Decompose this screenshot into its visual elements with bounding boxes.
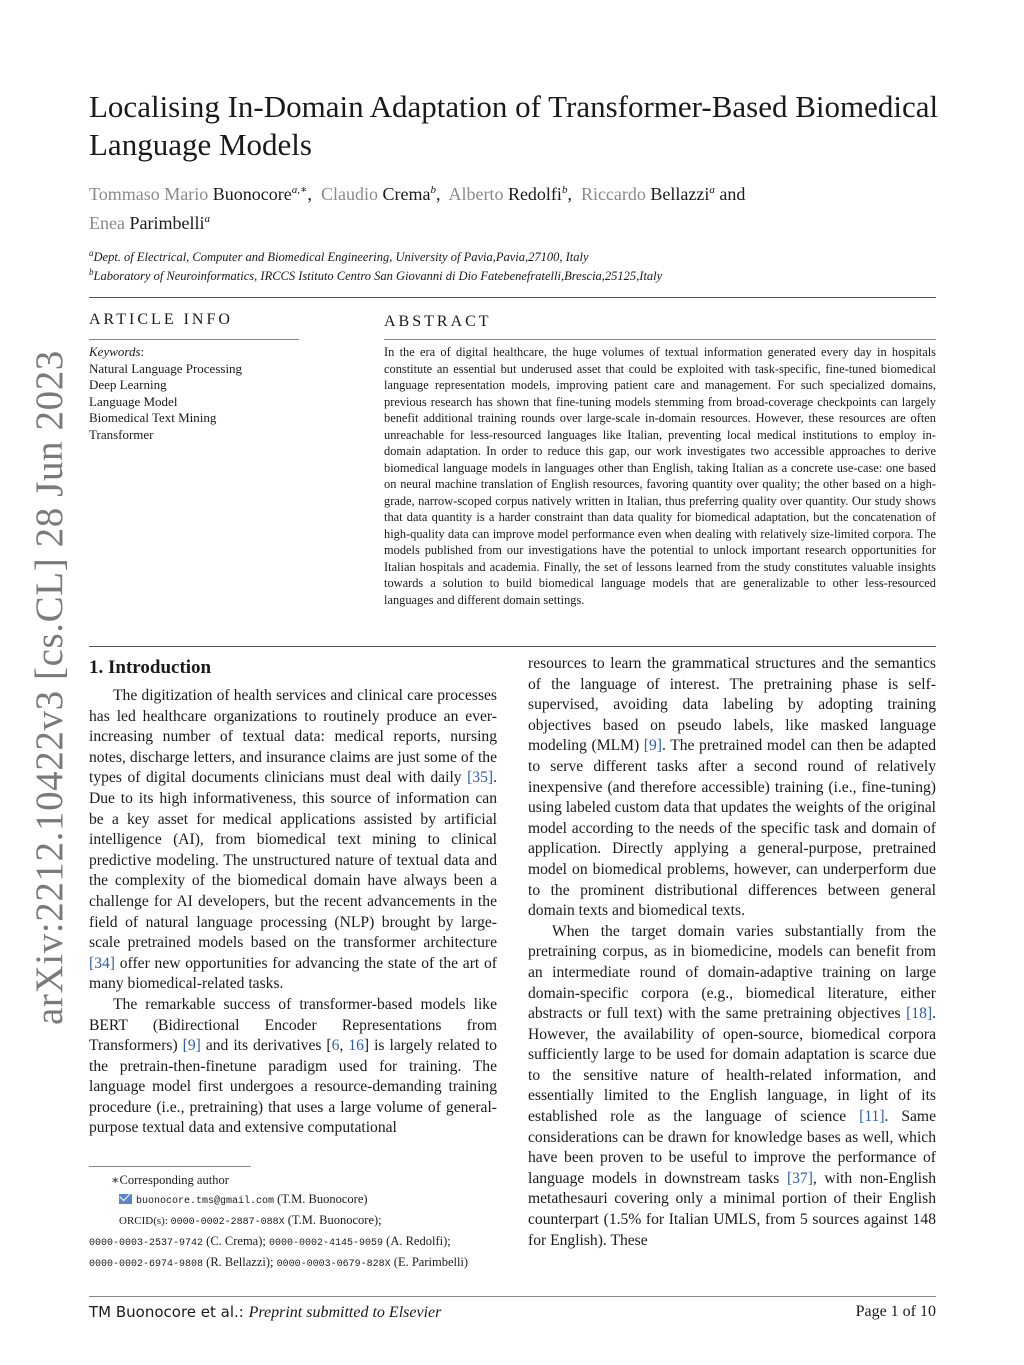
paragraph: resources to learn the grammatical structures and the semantics of the language of interest. The pretraining phase is self-supervised, avoiding data labeling by adopting training objectives based on pseudo labels, like masked language modeling (MLM) [9]. The pretrained model can then be adapted to serve different tasks after a second round of relatively inexpensive (and therefore accessible) training (i.e., fine-tuning) using labeled custom data that updates the weights of the original model according to the needs of the specific task and domain of application. Directly applying a general-purpose, pretrained model on biomedical problems, however, can underperform due to the prominent distributional differences between general domain texts and biomedical texts. (528, 655, 936, 920)
email-icon (119, 1194, 132, 1204)
header-rule (89, 297, 936, 298)
affiliation-a: $^a$Dept. of Electrical, Computer and Biomedical Engineering, University of Pavia,Pavia,27100, Italy (89, 248, 589, 265)
title-line-1: Localising In-Domain Adaptation of Transformer-Based Biomedical (89, 89, 939, 124)
footer-left: TM Buonocore et al.: Preprint submitted to Elsevier (89, 1303, 442, 1321)
email-link[interactable]: buonocore.tms@gmail.com (136, 1196, 275, 1207)
title-line-2: Language Models (89, 127, 312, 162)
author-5: Enea Parimbelli$^a$ (89, 213, 210, 233)
paragraph: The remarkable success of transformer-based models like BERT (Bidirectional Encoder Representations from Transformers) [9] and its derivatives [6, 16] is largely related to the pretrain-then-finetune paradigm used for training. The language model first undergoes a resource-demanding training procedure (i.e., pretraining) that uses a large volume of general-purpose textual data and extensive computational (89, 995, 498, 1137)
keyword-item: Deep Learning (89, 377, 167, 392)
paragraph: The digitization of health services and clinical care processes has led healthcare organizations to routinely produce an ever-increasing number of textual data: medical reports, nursing notes, discharge letters, and insurance claims are just some of the types of digital documents clinicians must deal with daily [35]. Due to its high informativeness, this source of information can be a key asset for medical applications assisted by artificial intelligence (AI), from biomedical text mining to clinical predictive modeling. The unstructured nature of textual data and the complexity of the biomedical domain have always been a challenge for AI developers, but the recent advancements in the field of natural language processing (NLP) brought by large-scale pretrained models based on the transformer architecture [34] offer new opportunities for advancing the state of the art of many biomedical-related tasks. (89, 687, 497, 993)
corresponding-author-note: ∗Corresponding author (111, 1173, 229, 1187)
citation-link[interactable]: [35] (467, 769, 494, 787)
keyword-item: Transformer (89, 426, 154, 442)
footer-rule (89, 1296, 936, 1297)
abstract-heading: ABSTRACT (384, 313, 492, 330)
article-info-rule (89, 339, 299, 340)
citation-link[interactable]: 6 (331, 1037, 340, 1055)
left-column (89, 686, 497, 1139)
keyword-item: Natural Language Processing (89, 360, 243, 376)
citation-link[interactable]: [37] (786, 1169, 813, 1187)
right-column (528, 654, 936, 1251)
paragraph: When the target domain varies substantially from the pretraining corpus, as in biomedicine, models can benefit from an intermediate round of domain-adaptive training on large domain-specific corpora (e.g., biomedical literature, either abstracts or full text) with the same pretraining objectives [18]. However, the availability of open-source, biomedical corpora sufficiently large to be used for domain adaptation is scarce due to the sensitive nature of health-related information, and essentially limited to the English language, in light of its established role as the language of science [11]. Same considerations can be drawn for knowledge bases as well, which have been proven to be useful to improve the performance of language models in downstream tasks [37], with non-English metathesauri covering only a minimal portion of their English counterpart (1.5% for Italian UMLS, from 5 sources against 148 for English). These (528, 922, 937, 1249)
citation-link[interactable]: [11] (859, 1108, 885, 1126)
author-1: Tommaso Mario Buonocore$^{a,∗}$ (89, 184, 308, 204)
paper-title (89, 88, 949, 164)
footnote-rule (89, 1166, 251, 1167)
citation-link[interactable]: [9] (643, 737, 662, 755)
arxiv-side-label: arXiv:2212.10422v3 [cs.CL] 28 Jun 2023 (28, 350, 71, 1025)
abstract-text: In the era of digital healthcare, the huge volumes of textual information generated every day in hospitals constitute an essential but underused asset that could be exploited with task-specific, fine-tuned biomedical language representation models, improving patient care and management. For such specialized domains, previous research has shown that fine-tuning models stemming from broad-coverage checkpoints can largely benefit additional training rounds over large-scale in-domain resources. However, these resources are often unreachable for less-resourced languages like Italian, preventing local medical institutions to employ in-domain adaptation. In order to reduce this gap, our work investigates two accessible approaches to derive biomedical language models in languages other than English, taking Italian as a concrete use-case: one based on neural machine translation of English resources, favoring quantity over quality; the other based on a high-grade, narrow-scoped corpus natively written in Italian, thus preferring quality over quantity. Our study shows that data quantity is a harder constraint than data quality for biomedical adaptation, but the concatenation of high-quality data can improve model performance even when dealing with relatively size-limited corpora. The models published from our investigations have the potential to unlock important research opportunities for Italian hospitals and academia. Finally, the set of lessons learned from the study constitutes valuable insights towards a solution to build biomedical language models that are generalizable to other less-resourced languages and different domain settings. (384, 345, 936, 607)
author-4: Riccardo Bellazzi$^a$ (580, 184, 715, 204)
article-info-heading: ARTICLE INFO (89, 311, 233, 328)
orcid-id[interactable]: 0000-0003-2537-9742 (89, 1238, 204, 1249)
abstract-bottom-rule (89, 646, 936, 647)
citation-link[interactable]: [34] (89, 954, 115, 972)
citation-link[interactable]: 16 (348, 1037, 364, 1055)
footer-venue: Preprint submitted to Elsevier (248, 1304, 442, 1321)
keyword-item: Language Model (89, 393, 178, 409)
author-2: Claudio Crema$^b$ (320, 184, 436, 204)
keyword-item: Biomedical Text Mining (89, 410, 217, 425)
author-3: Alberto Redolfi$^b$ (448, 184, 568, 204)
section-heading-introduction: 1. Introduction (89, 657, 212, 678)
keywords-block: Keywords: Natural Language Processing Deep Learning Language Model Biomedical Text Mining Transformer (89, 344, 309, 443)
orcid-id[interactable]: 0000-0002-2887-088X (170, 1217, 285, 1228)
page-number: Page 1 of 10 (855, 1303, 936, 1320)
abstract-rule (384, 339, 936, 340)
orcid-id[interactable]: 0000-0002-4145-9059 (269, 1238, 384, 1249)
orcid-id[interactable]: 0000-0002-6974-9808 (89, 1259, 204, 1270)
citation-link[interactable]: [9] (182, 1037, 201, 1055)
keywords-label: Keywords (89, 344, 141, 359)
orcid-id[interactable]: 0000-0003-0679-828X (276, 1259, 391, 1270)
footnote-block: ∗Corresponding author buonocore.tms@gmail.com (T.M. Buonocore) ORCID(s): 0000-0002-2887-088X (T.M. Buonocore); 0000-0003-2537-9742 (C. Crema); 0000-0002-4145-9059 (A. Redolfi); 0000-0002-6974-9808 (R. Bellazzi); 0000-0003-0679-828X (E. Parimbelli) (89, 1173, 469, 1270)
affiliation-b: $^b$Laboratory of Neuroinformatics, IRCCS Istituto Centro San Giovanni di Dio Fatebenefratelli,Brescia,25125,Italy (89, 267, 663, 284)
citation-link[interactable]: [18] (906, 1005, 933, 1023)
and-word: and (719, 184, 746, 204)
author-list: Tommaso Mario Buonocore$^{a,∗}$, Claudio Crema$^b$, Alberto Redolfi$^b$, Riccardo Bellazzi$^a$ and Enea Parimbelli$^a$ (89, 184, 746, 233)
